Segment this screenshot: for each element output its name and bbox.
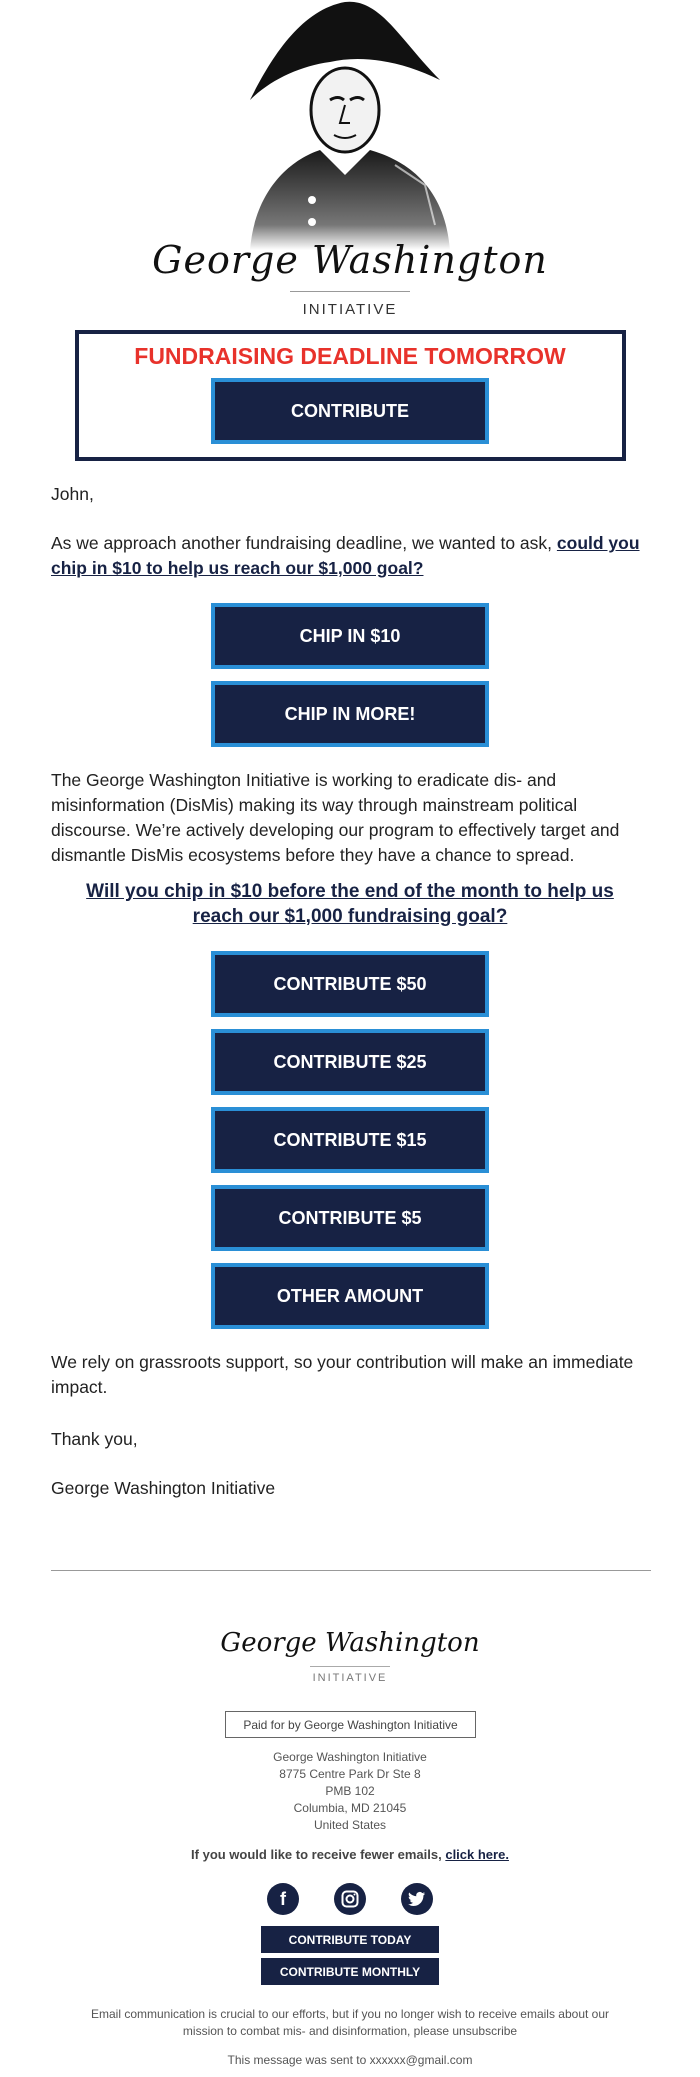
contribute-15-button[interactable]: CONTRIBUTE $15 [211, 1107, 489, 1173]
george-washington-portrait [230, 0, 470, 250]
footer-address [0, 1749, 700, 1834]
grassroots-paragraph: We rely on grassroots support, so your contribution will make an immediate impact. [51, 1352, 634, 1397]
unsubscribe-text: Email communication is crucial to our efforts, but if you no longer wish to receive emails about our mission to combat mis- and disinformation, please unsubscribe [90, 2007, 610, 2038]
contribute-50-button[interactable]: CONTRIBUTE $50 [211, 951, 489, 1017]
sent-to-prefix: This message was sent to [227, 2053, 370, 2067]
header-logo-subtitle: INITIATIVE [302, 301, 398, 318]
sent-to-email: xxxxxx@gmail.com [369, 2053, 473, 2067]
intro-paragraph [51, 531, 651, 581]
footer-logo-rule [310, 1666, 390, 1667]
contribute-button[interactable]: CONTRIBUTE [211, 378, 489, 444]
signature: George Washington Initiative [51, 1478, 276, 1498]
header-script-logo: George Washington [152, 238, 548, 282]
address-line: PMB 102 [325, 1784, 375, 1798]
address-line: George Washington Initiative [273, 1750, 427, 1764]
intro-chip-link[interactable]: could you chip in $10 to help us reach our $1,000 goal? [51, 533, 640, 578]
instagram-icon[interactable] [334, 1883, 366, 1915]
chip-in-more-button[interactable]: CHIP IN MORE! [211, 681, 489, 747]
footer-script-logo: George Washington [220, 1628, 480, 1658]
fewer-emails-link[interactable]: click here. [445, 1847, 509, 1862]
contribute-5-button[interactable]: CONTRIBUTE $5 [211, 1185, 489, 1251]
address-line: 8775 Centre Park Dr Ste 8 [279, 1767, 421, 1781]
footer-divider [51, 1570, 651, 1571]
fewer-emails-text: If you would like to receive fewer emails, [191, 1847, 446, 1862]
ask-link[interactable]: Will you chip in $10 before the end of the month to help us reach our $1,000 fundraising goal? [86, 881, 614, 927]
deadline-banner: FUNDRAISING DEADLINE TOMORROW [134, 343, 566, 369]
address-line: Columbia, MD 21045 [293, 1801, 407, 1815]
twitter-icon[interactable] [401, 1883, 433, 1915]
greeting: John, [51, 484, 94, 504]
paid-for-box: Paid for by George Washington Initiative [225, 1711, 476, 1738]
header-logo-rule [290, 291, 410, 292]
address-line: United States [313, 1818, 387, 1832]
footer-logo-subtitle: INITIATIVE [312, 1672, 388, 1684]
facebook-icon[interactable]: f [267, 1883, 299, 1915]
mission-paragraph: The George Washington Initiative is working to eradicate dis- and misinformation (DisMis) making its way through mainstream political discourse. We’re actively developing our program to effectively target and dismantle DisMis ecosystems before they have a chance to spread. [51, 770, 620, 865]
contribute-25-button[interactable]: CONTRIBUTE $25 [211, 1029, 489, 1095]
intro-text: As we approach another fundraising deadline, we wanted to ask, [51, 533, 557, 553]
other-amount-button[interactable]: OTHER AMOUNT [211, 1263, 489, 1329]
fewer-emails [0, 1847, 700, 1862]
thanks-text: Thank you, [51, 1429, 138, 1449]
chip-in-10-button[interactable]: CHIP IN $10 [211, 603, 489, 669]
contribute-today-button[interactable]: CONTRIBUTE TODAY [261, 1926, 439, 1953]
sent-to [0, 2053, 700, 2067]
contribute-monthly-button[interactable]: CONTRIBUTE MONTHLY [261, 1958, 439, 1985]
